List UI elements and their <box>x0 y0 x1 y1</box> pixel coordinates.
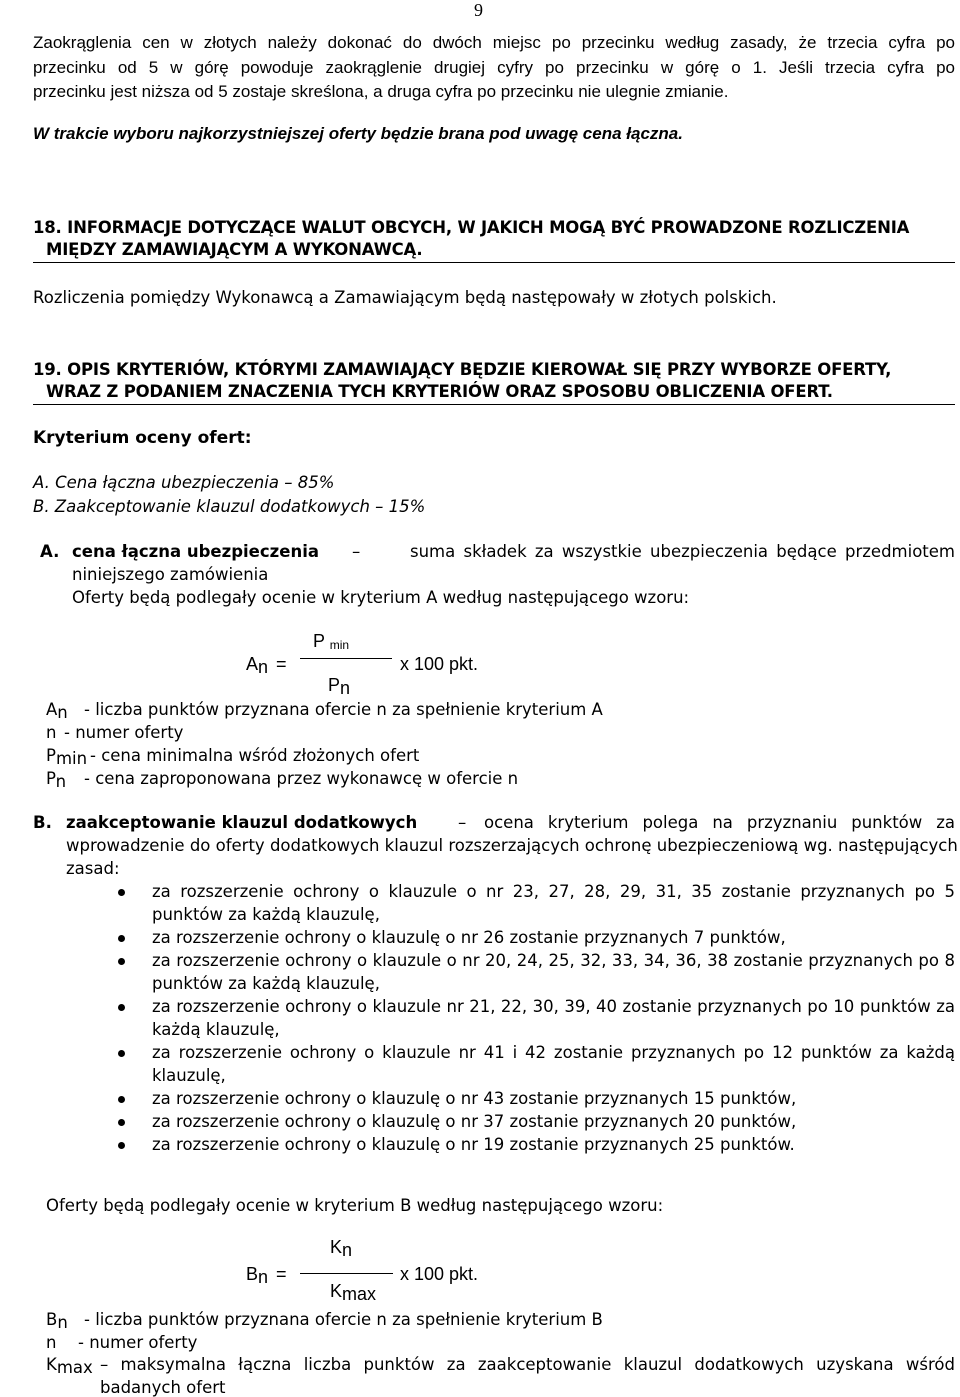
legend-a-symbol-sub: n <box>55 772 67 791</box>
bullet-item-line-2: klauzulę, <box>152 1066 226 1085</box>
section-19-title-line-2: WRAZ Z PODANIEM ZNACZENIA TYCH KRYTERIÓW ORAZ SPOSOBU OBLICZENIA OFERT. <box>46 382 833 401</box>
part-b-formula-intro: Oferty będą podlegały ocenie w kryterium B według następującego wzoru: <box>46 1196 664 1215</box>
formula-a-lhs: An <box>246 654 269 677</box>
legend-b-text: - numer oferty <box>78 1333 198 1352</box>
formula-a-denominator: Pn <box>328 675 351 698</box>
bold-note: W trakcie wyboru najkorzystniejszej oferty będzie brana pod uwagę cena łączna. <box>33 124 683 143</box>
kmax-symbol: Kmax <box>46 1355 93 1377</box>
formula-b-lhs: Bn <box>246 1264 269 1287</box>
intro-line-3: przecinku jest niższa od 5 zostaje skreślona, a druga cyfra po przecinku nie ulegnie zmianie. <box>33 82 729 101</box>
part-a-label: A. <box>40 542 60 561</box>
part-b-bold: zaakceptowanie klauzul dodatkowych <box>66 813 418 832</box>
part-a-bold: cena łączna ubezpieczenia <box>72 542 319 561</box>
bullet-dot <box>118 1004 125 1011</box>
bullet-dot <box>118 1096 125 1103</box>
bullet-dot <box>118 1142 125 1149</box>
formula-a-equals: = <box>276 654 287 674</box>
legend-a-text: - cena zaproponowana przez wykonawcę w ofercie n <box>84 769 519 788</box>
bullet-dot <box>118 889 125 896</box>
section-18-title-line-1: 18. INFORMACJE DOTYCZĄCE WALUT OBCYCH, W JAKICH MOGĄ BYĆ PROWADZONE ROZLICZENIA <box>33 218 910 237</box>
section-18-divider <box>33 262 955 263</box>
formula-b-denominator: Kmax <box>330 1281 377 1304</box>
legend-b-symbol: B <box>46 1310 58 1329</box>
part-b-line-2: wprowadzenie do oferty dodatkowych klauzul rozszerzających ochronę ubezpieczeniową wg. następujących <box>66 836 958 855</box>
formula-a-rhs: x 100 pkt. <box>400 654 479 674</box>
formula-b-fraction-bar <box>300 1273 393 1274</box>
criterion-heading: Kryterium oceny ofert: <box>33 428 252 448</box>
legend-a-symbol: A <box>46 700 58 719</box>
part-b-line-1: ocena kryterium polega na przyznaniu punktów za <box>484 813 955 832</box>
part-b-label: B. <box>33 813 52 832</box>
section-19-divider <box>33 404 955 405</box>
section-18-text: Rozliczenia pomiędzy Wykonawcą a Zamawiającym będą następowały w złotych polskich. <box>33 288 777 307</box>
formula-b-numerator: Kn <box>330 1237 353 1260</box>
legend-a-symbol-sub: n <box>57 703 68 722</box>
legend-b-item <box>46 1333 198 1352</box>
intro-line-2: przecinku od 5 w górę powoduje zaokrąglenie drugiej cyfry po przecinku w górę o 1. Jeśli trzecia cyfra po <box>33 58 955 77</box>
legend-b-symbol-sub: n <box>57 1313 68 1332</box>
criterion-b: B. Zaakceptowanie klauzul dodatkowych – 15% <box>33 497 426 516</box>
bullet-item-line-2: punktów za każdą klauzulę, <box>152 905 380 924</box>
legend-a-text: - cena minimalna wśród złożonych ofert <box>90 746 420 765</box>
bullet-item-line-2: każdą klauzulę, <box>152 1020 280 1039</box>
section-19-title-line-1: 19. OPIS KRYTERIÓW, KTÓRYMI ZAMAWIAJĄCY BĘDZIE KIEROWAŁ SIĘ PRZY WYBORZE OFERTY, <box>33 360 892 379</box>
formula-b-rhs: x 100 pkt. <box>400 1264 479 1284</box>
bullet-item-line-1: za rozszerzenie ochrony o klauzule nr 21, 22, 30, 39, 40 zostanie przyznanych po 10 punktów za <box>152 997 955 1016</box>
legend-a-item <box>46 769 519 791</box>
kmax-line-2: badanych ofert <box>100 1378 226 1397</box>
bullet-dot <box>118 958 125 965</box>
bullet-item-line-2: punktów za każdą klauzulę, <box>152 974 380 993</box>
bullet-item-line-1: za rozszerzenie ochrony o klauzule o nr 20, 24, 25, 32, 33, 34, 36, 38 zostanie przyznanych po 8 <box>152 951 955 970</box>
legend-a-item <box>46 700 603 722</box>
bullet-dot <box>118 935 125 942</box>
part-b-dash: – <box>458 813 467 832</box>
legend-a-text: - numer oferty <box>64 723 184 742</box>
legend-a-item <box>46 723 184 742</box>
legend-a-symbol-sub: min <box>55 749 88 768</box>
formula-b-equals: = <box>276 1264 287 1284</box>
section-18-title-line-2: MIĘDZY ZAMAWIAJĄCYM A WYKONAWCĄ. <box>46 240 423 259</box>
part-a-dash: – <box>352 542 361 561</box>
legend-a-symbol: P <box>46 746 56 765</box>
bullet-item-line-1: za rozszerzenie ochrony o klauzulę o nr 43 zostanie przyznanych 15 punktów, <box>152 1089 797 1108</box>
formula-a-numerator: P min <box>313 631 350 652</box>
legend-a-text: - liczba punktów przyznana ofercie n za spełnienie kryterium A <box>84 700 603 719</box>
legend-b-item <box>46 1310 603 1332</box>
formula-a-fraction-bar <box>300 658 392 659</box>
intro-line-1: Zaokrąglenia cen w złotych należy dokonać do dwóch miejsc po przecinku według zasady, że trzecia cyfra po <box>33 33 955 52</box>
bullet-item-line-1: za rozszerzenie ochrony o klauzulę o nr 19 zostanie przyznanych 25 punktów. <box>152 1135 795 1154</box>
bullet-dot <box>118 1119 125 1126</box>
criterion-a: A. Cena łączna ubezpieczenia – 85% <box>33 473 335 492</box>
bullet-item-line-1: za rozszerzenie ochrony o klauzulę o nr 37 zostanie przyznanych 20 punktów, <box>152 1112 797 1131</box>
kmax-line-1: – maksymalna łączna liczba punktów za zaakceptowanie klauzul dodatkowych uzyskana wśród <box>100 1355 955 1374</box>
page-number: 9 <box>474 0 483 20</box>
legend-a-item <box>46 746 420 768</box>
bullet-dot <box>118 1050 125 1057</box>
legend-a-symbol: P <box>46 769 56 788</box>
part-b-line-3: zasad: <box>66 859 120 878</box>
part-a-line-1: suma składek za wszystkie ubezpieczenia będące przedmiotem <box>410 542 955 561</box>
bullet-item-line-1: za rozszerzenie ochrony o klauzule nr 41 i 42 zostanie przyznanych po 12 punktów za każdą <box>152 1043 955 1062</box>
part-a-line-3: Oferty będą podlegały ocenie w kryterium A według następującego wzoru: <box>72 588 690 607</box>
bullet-item-line-1: za rozszerzenie ochrony o klauzulę o nr 26 zostanie przyznanych 7 punktów, <box>152 928 786 947</box>
part-a-line-2: niniejszego zamówienia <box>72 565 269 584</box>
legend-b-text: - liczba punktów przyznana ofercie n za spełnienie kryterium B <box>84 1310 603 1329</box>
legend-a-symbol: n <box>46 723 57 742</box>
bullet-item-line-1: za rozszerzenie ochrony o klauzule o nr 23, 27, 28, 29, 31, 35 zostanie przyznanych po 5 <box>152 882 955 901</box>
legend-b-symbol: n <box>46 1333 57 1352</box>
